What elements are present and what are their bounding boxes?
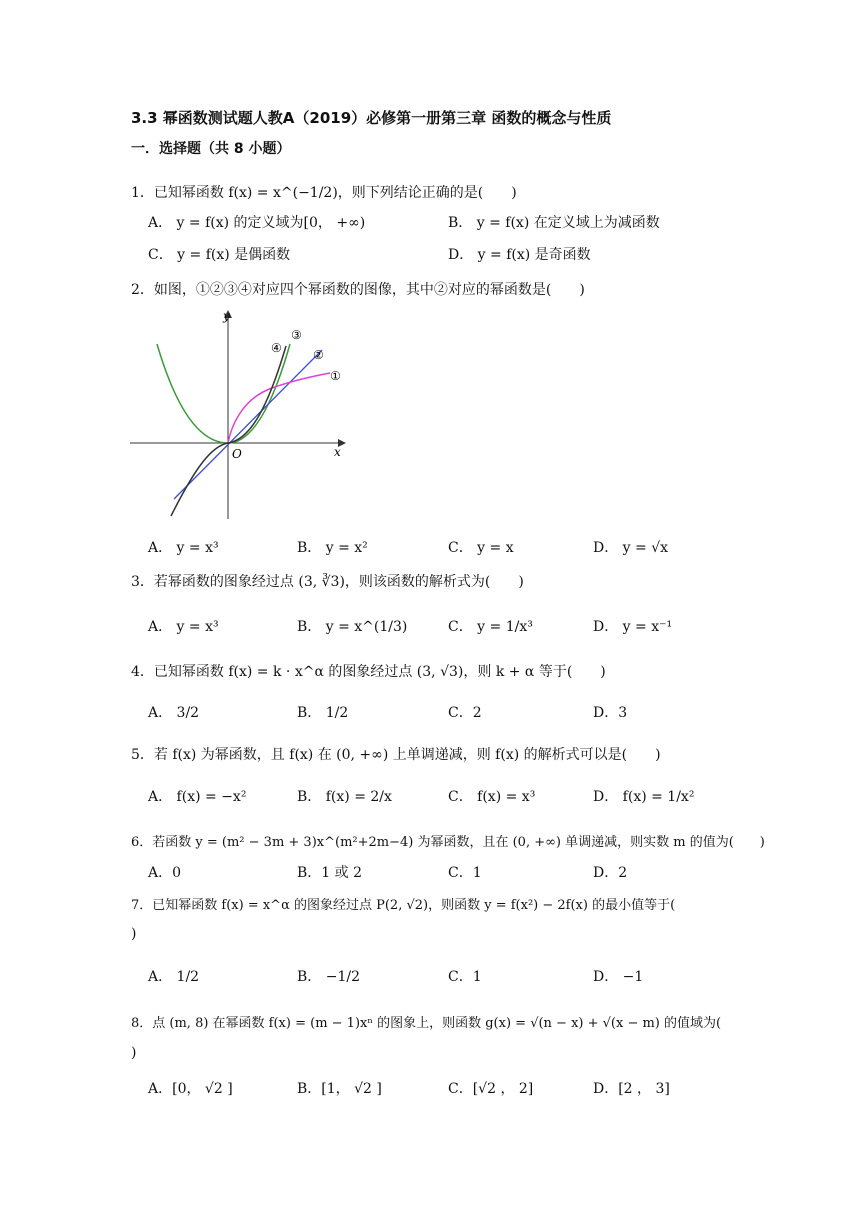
question-5-stem: 5．若 f(x) 为幂函数，且 f(x) 在 (0, +∞) 上单调递减，则 f(x) 的解析式可以是( ) bbox=[131, 747, 661, 763]
question-8-option-b: B．[1， √2 ] bbox=[297, 1081, 382, 1097]
y-axis-label: y bbox=[223, 309, 230, 323]
curve-label-2: ② bbox=[313, 348, 324, 362]
question-2-option-d: D． y = √x bbox=[593, 540, 669, 556]
question-7-option-d: D． −1 bbox=[593, 969, 644, 985]
question-7-option-c: C．1 bbox=[448, 969, 482, 985]
question-2-stem: 2．如图，①②③④对应四个幂函数的图像，其中②对应的幂函数是( ) bbox=[131, 282, 585, 298]
question-7-option-b: B． −1/2 bbox=[297, 969, 360, 985]
question-5-option-b: B． f(x) = 2/x bbox=[297, 789, 392, 805]
question-2-option-a: A． y = x³ bbox=[148, 540, 219, 556]
section-heading: 一．选择题（共 8 小题） bbox=[131, 141, 291, 157]
question-1-option-b: B． y = f(x) 在定义域上为减函数 bbox=[448, 215, 660, 231]
question-3-option-b: B． y = x^(1/3) bbox=[297, 619, 408, 635]
question-1-stem: 1．已知幂函数 f(x) = x^(−1/2)，则下列结论正确的是( ) bbox=[131, 185, 517, 201]
question-5-option-c: C． f(x) = x³ bbox=[448, 789, 536, 805]
question-2-option-b: B． y = x² bbox=[297, 540, 368, 556]
question-6-option-a: A．0 bbox=[148, 865, 182, 881]
origin-label: O bbox=[232, 447, 242, 461]
question-1-option-c: C． y = f(x) 是偶函数 bbox=[148, 247, 291, 263]
curve-label-1: ① bbox=[330, 369, 341, 383]
question-4-option-a: A． 3/2 bbox=[148, 705, 200, 721]
question-8-option-a: A．[0， √2 ] bbox=[148, 1081, 233, 1097]
question-3-option-d: D． y = x⁻¹ bbox=[593, 619, 673, 635]
question-4-stem: 4．已知幂函数 f(x) = k · x^α 的图象经过点 (3, √3)，则 k + α 等于( ) bbox=[131, 664, 606, 680]
question-8-stem-cont: ) bbox=[131, 1045, 137, 1061]
question-6-option-b: B．1 或 2 bbox=[297, 865, 363, 881]
question-7-stem: 7．已知幂函数 f(x) = x^α 的图象经过点 P(2, √2)，则函数 y = f(x²) − 2f(x) 的最小值等于( bbox=[131, 898, 676, 913]
question-6-option-c: C．1 bbox=[448, 865, 482, 881]
question-3-option-c: C． y = 1/x³ bbox=[448, 619, 533, 635]
question-4-option-b: B． 1/2 bbox=[297, 705, 349, 721]
x-axis-label: x bbox=[334, 445, 341, 459]
question-6-stem: 6．若函数 y = (m² − 3m + 3)x^(m²+2m−4) 为幂函数，且在 (0, +∞) 单调递减，则实数 m 的值为( ) bbox=[131, 835, 765, 850]
curve-label-3: ③ bbox=[291, 328, 302, 342]
question-4-option-d: D．3 bbox=[593, 705, 628, 721]
question-2-option-c: C． y = x bbox=[448, 540, 514, 556]
question-1-option-d: D． y = f(x) 是奇函数 bbox=[448, 247, 591, 263]
question-4-option-c: C．2 bbox=[448, 705, 482, 721]
question-3-stem: 3．若幂函数的图象经过点 (3, ∛3)，则该函数的解析式为( ) bbox=[131, 574, 524, 590]
power-function-graph bbox=[126, 306, 348, 522]
question-1-option-a: A． y = f(x) 的定义域为[0， +∞) bbox=[148, 215, 366, 231]
question-7-option-a: A． 1/2 bbox=[148, 969, 200, 985]
question-6-option-d: D．2 bbox=[593, 865, 628, 881]
page-title: 3.3 幂函数测试题人教A（2019）必修第一册第三章 函数的概念与性质 bbox=[131, 109, 612, 127]
question-8-option-d: D．[2 ， 3] bbox=[593, 1081, 670, 1097]
question-8-option-c: C．[√2 ， 2] bbox=[448, 1081, 534, 1097]
question-3-option-a: A． y = x³ bbox=[148, 619, 219, 635]
curve-label-4: ④ bbox=[271, 341, 282, 355]
curve-1 bbox=[228, 373, 330, 443]
question-5-option-d: D． f(x) = 1/x² bbox=[593, 789, 695, 805]
question-7-stem-cont: ) bbox=[131, 926, 137, 942]
question-8-stem: 8．点 (m, 8) 在幂函数 f(x) = (m − 1)xⁿ 的图象上，则函数 g(x) = √(n − x) + √(x − m) 的值域为( bbox=[131, 1016, 722, 1031]
question-5-option-a: A． f(x) = −x² bbox=[148, 789, 247, 805]
curve-2 bbox=[174, 350, 322, 499]
